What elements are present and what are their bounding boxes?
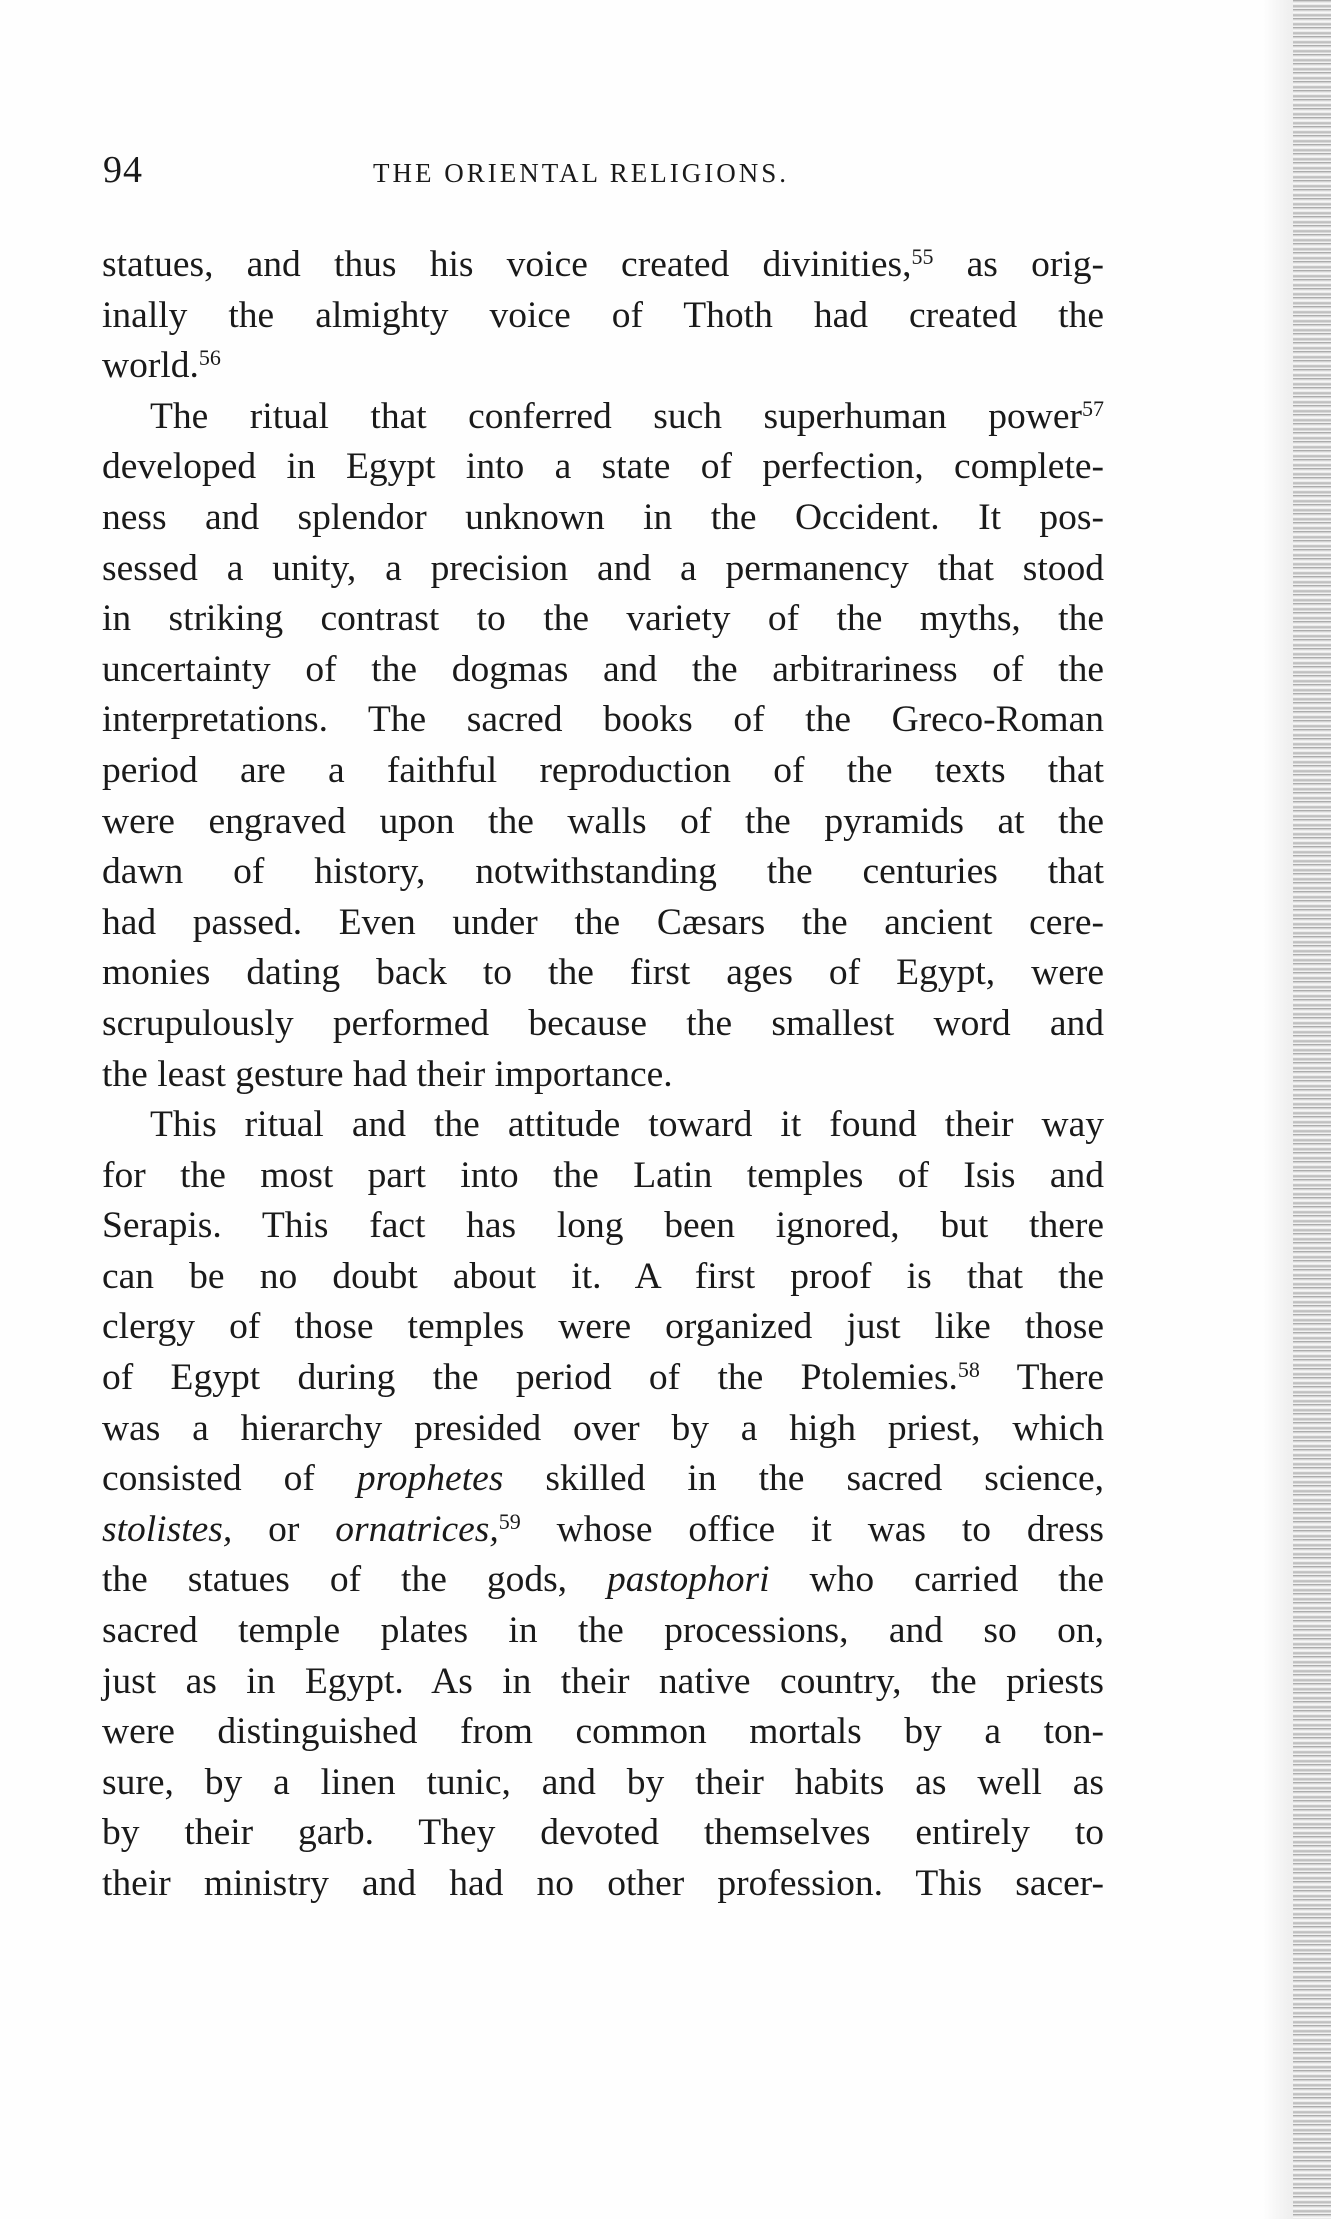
footnote-ref: 58: [957, 1357, 980, 1383]
text-line: This ritual and the attitude toward it found their way: [150, 1104, 1104, 1146]
text-line: just as in Egypt. As in their native country, the priests: [102, 1660, 1104, 1702]
text-line: the least gesture had their importance.: [102, 1053, 673, 1095]
italic-term: ornatrices,: [335, 1508, 499, 1550]
text-line: The ritual that conferred such superhuman power$^{57}$: [150, 395, 1104, 437]
text-line: for the most part into the Latin temples of Isis and: [102, 1154, 1104, 1196]
text-line: interpretations. The sacred books of the Greco-Roman: [102, 699, 1104, 741]
footnote-ref: 55: [911, 244, 934, 269]
text-line: in striking contrast to the variety of the myths, the: [102, 598, 1104, 640]
italic-term: pastophori: [607, 1559, 770, 1601]
text-line: was a hierarchy presided over by a high priest, which: [102, 1407, 1104, 1449]
text-line: statues, and thus his voice created divinities,$^{55}$ as orig-: [102, 244, 1104, 285]
scan-page-edge: [1293, 0, 1331, 2219]
text-line: their ministry and had no other profession. This sacer-: [102, 1863, 1104, 1904]
text-line: clergy of those temples were organized just like those: [102, 1306, 1104, 1348]
text-line: were engraved upon the walls of the pyramids at the: [102, 800, 1104, 842]
running-title: THE ORIENTAL RELIGIONS.: [373, 158, 790, 188]
running-head: [103, 142, 1103, 198]
text-line: the statues of the gods, pastophori who carried the: [102, 1559, 1104, 1601]
text-line: dawn of history, notwithstanding the centuries that: [102, 851, 1104, 893]
scan-gutter-shadow: [1263, 0, 1293, 2219]
paragraph-lines: [102, 240, 1104, 1910]
italic-term: prophetes: [356, 1458, 504, 1500]
text-line: of Egypt during the period of the Ptolemies.$^{58}$ There: [102, 1357, 1104, 1399]
page-number: 94: [103, 149, 143, 191]
italic-term: stolistes,: [102, 1508, 233, 1550]
text-line: world.$^{56}$: [102, 345, 221, 387]
text-line: inally the almighty voice of Thoth had created the: [102, 294, 1104, 336]
footnote-ref: 56: [198, 345, 221, 371]
text-line: developed in Egypt into a state of perfection, complete-: [102, 446, 1104, 488]
text-line: had passed. Even under the Cæsars the ancient cere-: [102, 901, 1104, 943]
text-line: uncertainty of the dogmas and the arbitrariness of the: [102, 648, 1104, 690]
text-line: Serapis. This fact has long been ignored, but there: [102, 1205, 1104, 1247]
text-line: stolistes, or ornatrices,$^{59}$ whose office it was to dress: [102, 1508, 1104, 1550]
text-line: period are a faithful reproduction of the texts that: [102, 749, 1104, 791]
text-line: were distinguished from common mortals by a ton-: [102, 1711, 1104, 1753]
text-line: by their garb. They devoted themselves entirely to: [102, 1812, 1104, 1854]
text-line: monies dating back to the first ages of Egypt, were: [102, 952, 1104, 994]
body-text: [102, 240, 1104, 1910]
text-line: ness and splendor unknown in the Occident. It pos-: [102, 496, 1104, 538]
footnote-ref: 59: [498, 1508, 521, 1534]
text-line: sessed a unity, a precision and a permanency that stood: [102, 547, 1104, 589]
text-line: sacred temple plates in the processions, and so on,: [102, 1610, 1104, 1652]
footnote-ref: 57: [1082, 395, 1104, 421]
text-line: sure, by a linen tunic, and by their habits as well as: [102, 1761, 1104, 1803]
text-line: scrupulously performed because the smallest word and: [102, 1002, 1104, 1044]
text-line: consisted of prophetes skilled in the sacred science,: [102, 1458, 1104, 1500]
text-line: can be no doubt about it. A first proof is that the: [102, 1255, 1104, 1297]
